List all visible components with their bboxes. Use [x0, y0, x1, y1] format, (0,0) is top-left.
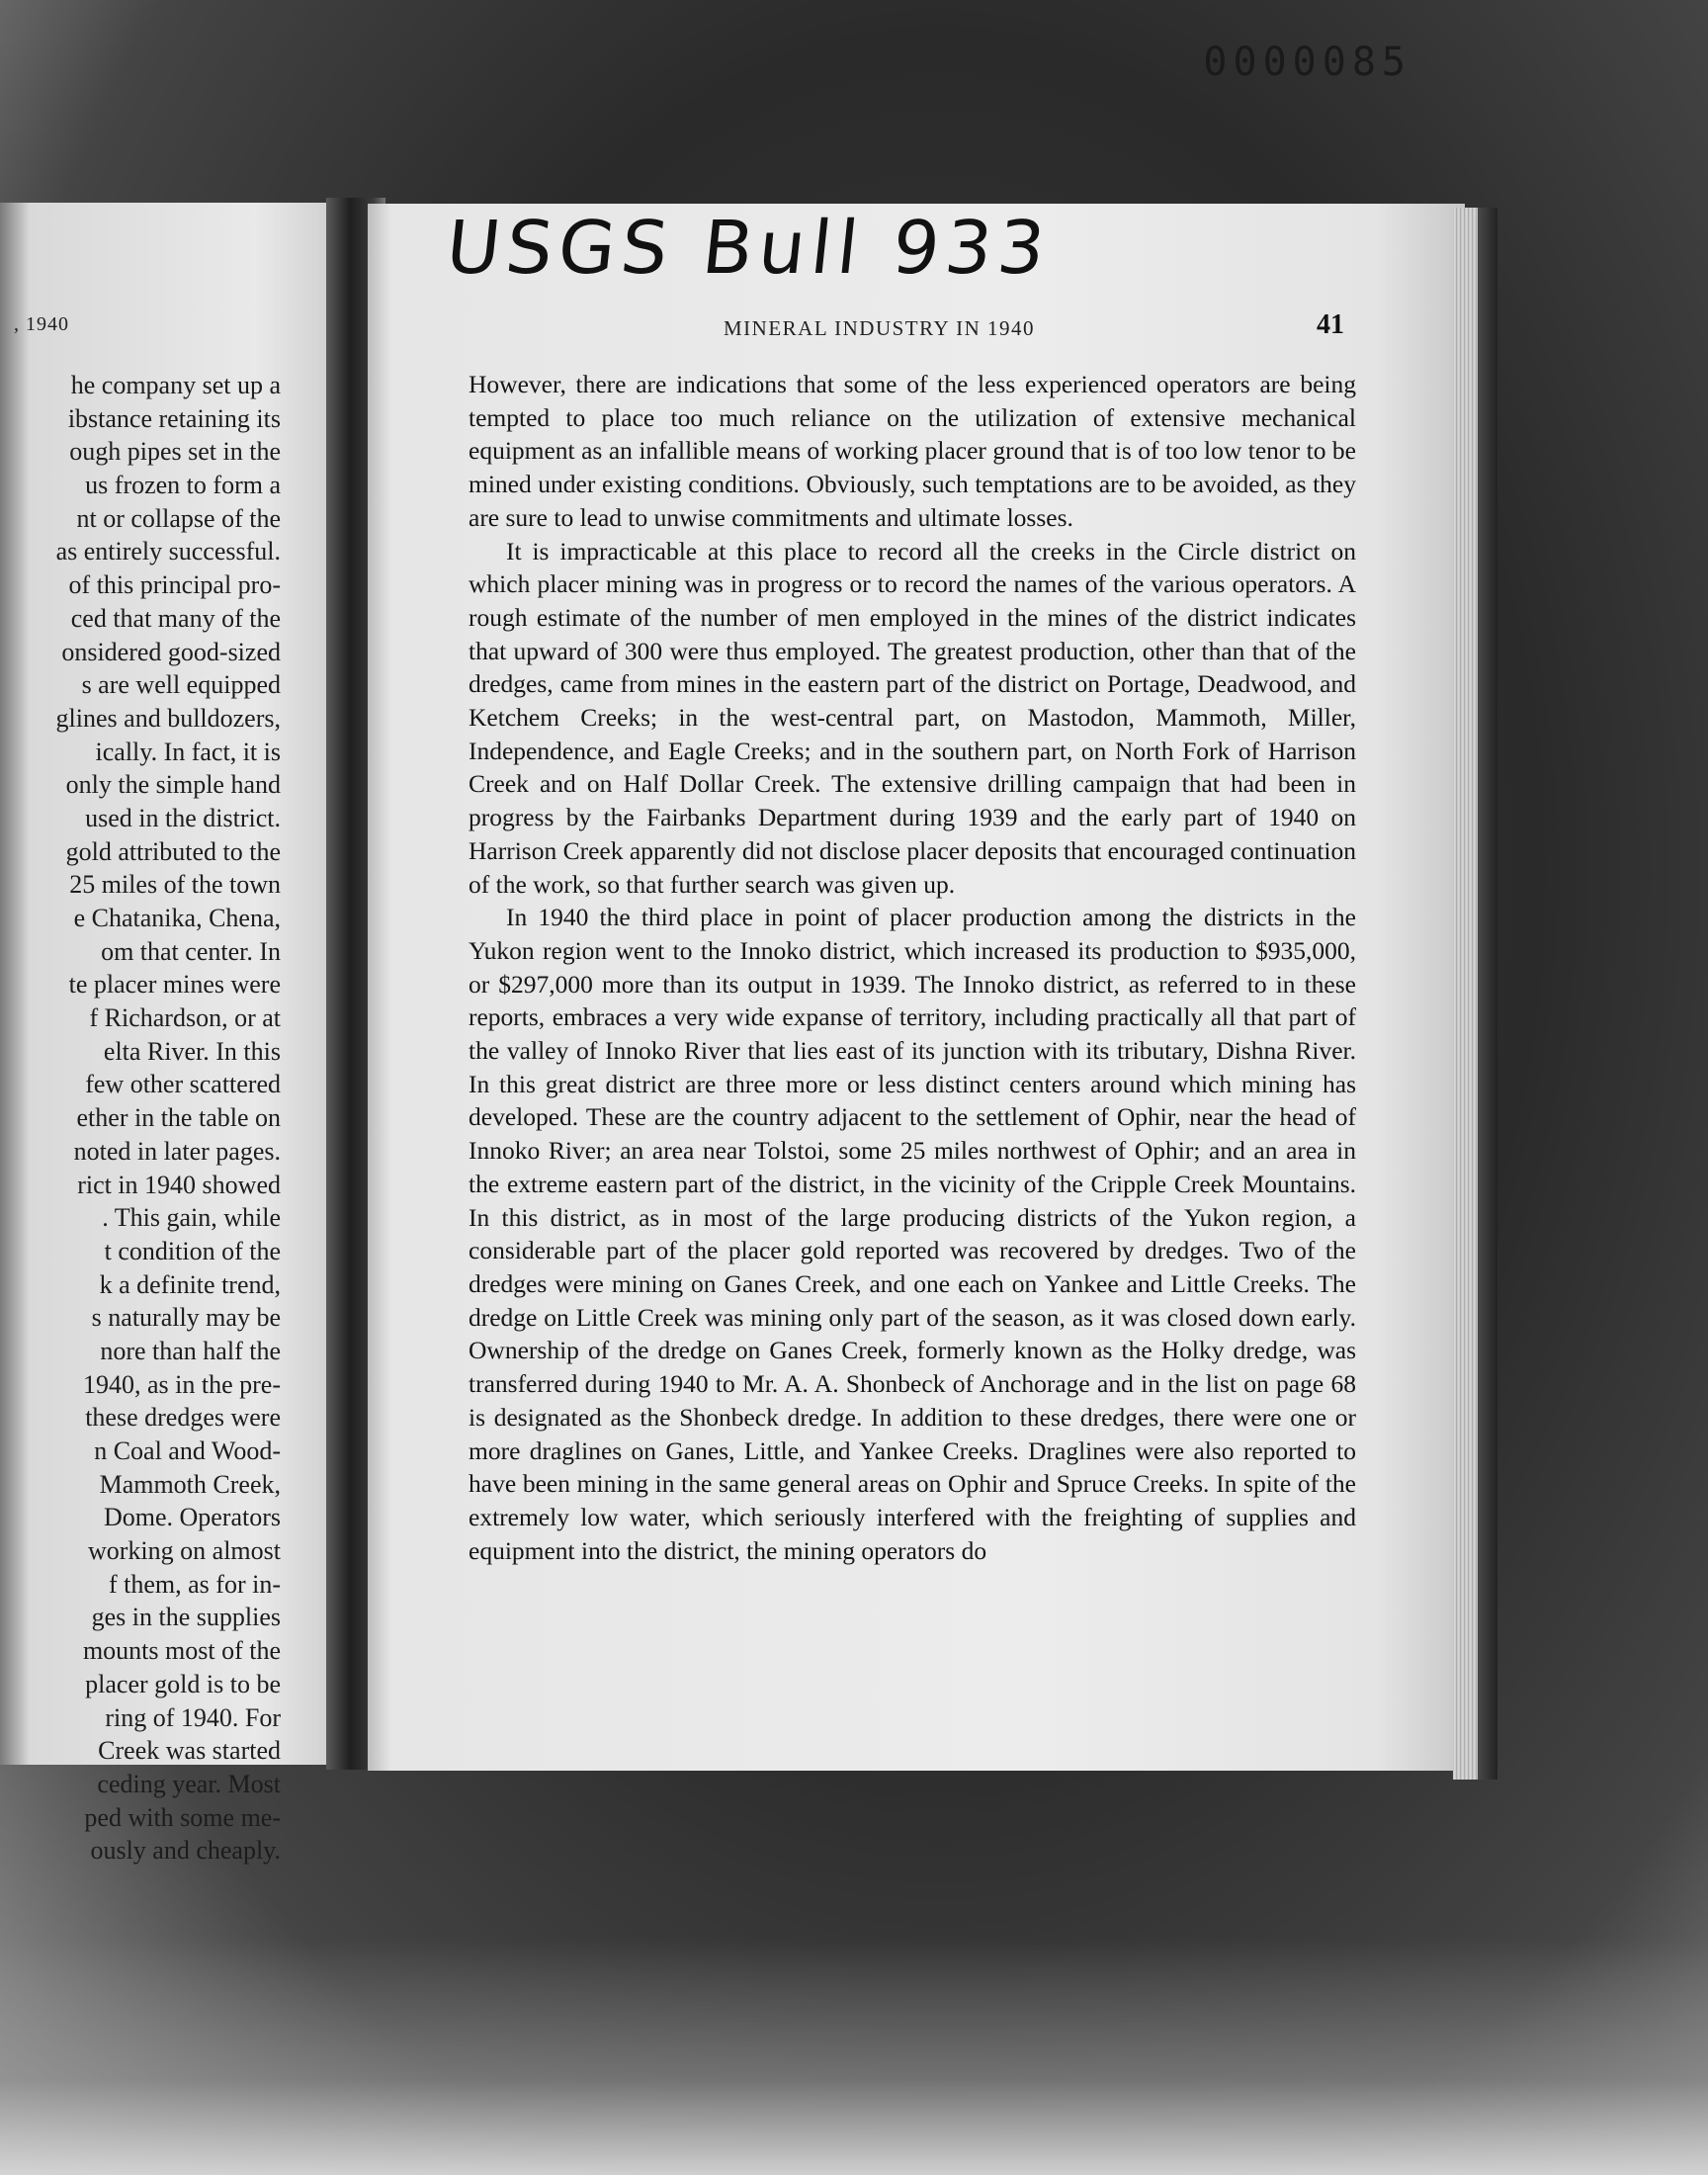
- left-facing-page: [0, 203, 366, 1866]
- left-page-line: nt or collapse of the: [76, 503, 281, 533]
- body-text: [469, 368, 1356, 1567]
- paragraph: However, there are indications that some of the less experienced operators are being tempted to place too much reliance on the utilization of extensive mechanical equipment as an infallible means of working placer ground that is of too low tenor to be mined under existing conditions. Obviously, such temptations are to be avoided, as they are sure to lead to unwise commitments and ultimate losses.: [469, 370, 1356, 532]
- left-page-line: ced that many of the: [70, 603, 281, 633]
- left-page-line: used in the district.: [85, 803, 281, 832]
- left-page-line: ough pipes set in the: [69, 437, 281, 467]
- left-page-line: glines and bulldozers,: [55, 703, 281, 733]
- left-page-line: noted in later pages.: [73, 1136, 281, 1166]
- left-page-line: onsidered good-sized: [61, 637, 281, 666]
- left-page-line: these dredges were: [85, 1403, 281, 1433]
- left-page-line: Mammoth Creek,: [99, 1469, 281, 1499]
- left-page-line: ring of 1940. For: [105, 1702, 281, 1732]
- page-shadow: [1478, 208, 1497, 1780]
- left-page-line: placer gold is to be: [85, 1669, 281, 1698]
- left-page-line: only the simple hand: [65, 770, 281, 800]
- page-edges: [1453, 208, 1481, 1780]
- left-page-line: t condition of the: [104, 1236, 281, 1265]
- left-page-line: ibstance retaining its: [67, 403, 281, 433]
- left-page-line: 1940, as in the pre-: [82, 1369, 281, 1399]
- handwritten-label: USGS Bull 933: [442, 206, 1056, 291]
- page-number: 41: [1317, 309, 1344, 340]
- left-page-line: n Coal and Wood-: [94, 1436, 281, 1465]
- left-page-line: te placer mines were: [68, 970, 281, 1000]
- left-page-line: ously and cheaply.: [90, 1836, 281, 1866]
- running-head: MINERAL INDUSTRY IN 1940: [724, 316, 1036, 340]
- left-page-line: s are well equipped: [81, 670, 281, 700]
- paragraph: It is impracticable at this place to record all the creeks in the Circle district on which placer mining was in progress or to record the names of the various operators. A rough estimate of the number of men employed in the mines of the district indicates that upward of 300 were thus employed. The greatest production, other than that of the dredges, came from mines in the eastern part of the district on Portage, Deadwood, and Ketchem Creeks; in the west-central part, on Mastodon, Mammoth, Miller, Independence, and Eagle Creeks; and in the southern part, on North Fork of Harrison Creek and on Half Dollar Creek. The extensive drilling campaign that had been in progress by the Fairbanks Department during 1939 and the early part of 1940 on Harrison Creek apparently did not disclose placer deposits that encouraged continuation of the work, so that further search was given up.: [469, 536, 1356, 899]
- left-page-line: ceding year. Most: [97, 1769, 281, 1798]
- left-page-line: us frozen to form a: [85, 471, 281, 500]
- left-page-line: s naturally may be: [91, 1303, 281, 1333]
- left-page-line: few other scattered: [85, 1070, 281, 1099]
- left-page-line: elta River. In this: [103, 1036, 281, 1066]
- left-page-line: ether in the table on: [76, 1103, 281, 1133]
- left-page-line: he company set up a: [70, 371, 281, 399]
- left-page-line: ically. In fact, it is: [95, 737, 281, 766]
- left-page-line: Dome. Operators: [103, 1503, 281, 1532]
- left-page-line: k a definite trend,: [99, 1269, 281, 1299]
- paragraph: In 1940 the third place in point of placer production among the districts in the Yukon region went to the Innoko district, which increased its production to $935,000, or $297,000 more than its output in 1939. The Innoko district, as referred to in these reports, embraces a very wide expanse of territory, including practically all that part of the valley of Innoko River that lies east of its junction with its tributary, Dishna River. In this great district are three more or less distinct centers around which mining has developed. These are the country adjacent to the settlement of Ophir, near the head of Innoko River; an area near Tolstoi, some 25 miles northwest of Ophir; and an area in the extreme eastern part of the district, in the vicinity of the Cripple Creek Mountains. In this district, as in most of the large producing districts of the Yukon region, a considerable part of the placer gold reported was recovered by dredges. Two of the dredges were mining on Ganes Creek, and one each on Yankee and Little Creeks. The dredge on Little Creek was mining only part of the season, as it was closed down early. Ownership of the dredge on Ganes Creek, formerly known as the Holky dredge, was transferred during 1940 to Mr. A. A. Shonbeck of Anchorage and in the list on page 68 is designated as the Shonbeck dredge. In addition to these dredges, there were one or more draglines on Ganes, Little, and Yankee Creeks. Draglines were also reported to have been mining in the same general areas on Ophir and Spruce Creeks. In spite of the extremely low water, which seriously interfered with the freighting of supplies and equipment into the district, the mining operators do: [469, 903, 1356, 1565]
- left-page-line: e Chatanika, Chena,: [73, 904, 281, 932]
- left-page-line: . This gain, while: [102, 1203, 281, 1233]
- left-page-line: working on almost: [88, 1536, 281, 1566]
- left-page-line: nore than half the: [100, 1336, 281, 1365]
- left-page-line: Creek was started: [98, 1736, 281, 1766]
- left-page-line: 25 miles of the town: [69, 870, 281, 900]
- left-page-line: f them, as for in-: [108, 1569, 281, 1599]
- left-page-line: ped with some me-: [84, 1802, 281, 1832]
- left-page-line: f Richardson, or at: [89, 1003, 281, 1033]
- scan-bottom-edge: [0, 1938, 1708, 2175]
- left-page-line: ges in the supplies: [91, 1603, 281, 1632]
- left-page-line: as entirely successful.: [55, 537, 281, 566]
- left-page-line: gold attributed to the: [65, 836, 281, 866]
- document-stamp: 0000085: [1203, 40, 1411, 85]
- left-page-header: , 1940: [14, 313, 69, 335]
- left-page-line: of this principal pro-: [68, 570, 281, 600]
- left-page-line: mounts most of the: [82, 1636, 281, 1666]
- left-page-text: [8, 369, 364, 1868]
- left-page-line: om that center. In: [101, 936, 281, 966]
- left-page-line: rict in 1940 showed: [77, 1170, 281, 1199]
